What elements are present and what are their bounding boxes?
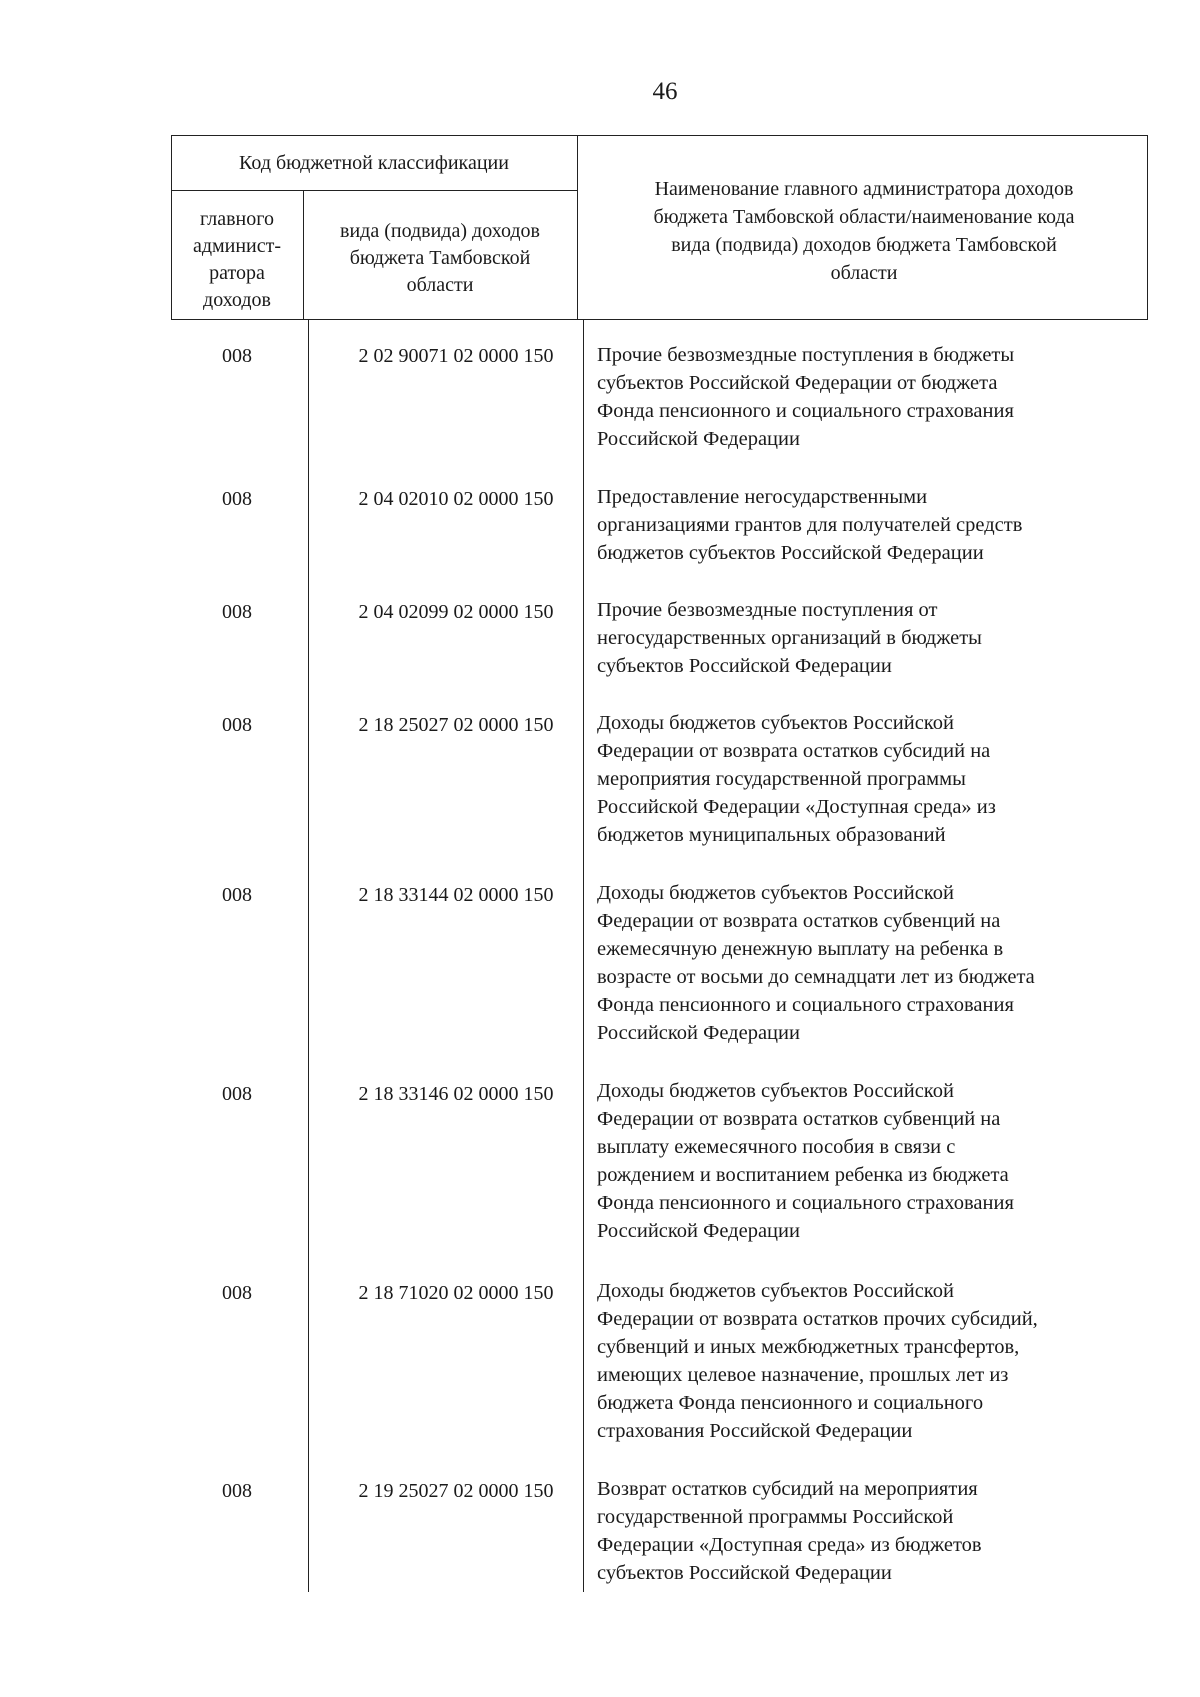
income-name	[597, 483, 1137, 567]
income-name-line: Доходы бюджетов субъектов Российской	[597, 1080, 954, 1102]
income-name	[597, 1475, 1137, 1587]
admin-code: 008	[222, 1282, 252, 1304]
income-name	[597, 879, 1137, 1047]
income-name-line: Федерации от возврата остатков субвенций на	[597, 910, 1001, 932]
header-divider-horizontal	[171, 190, 577, 191]
income-name-line: Российской Федерации «Доступная среда» из	[597, 796, 996, 818]
income-name-line: бюджета Фонда пенсионного и социального	[597, 1392, 984, 1414]
income-name-line: мероприятия государственной программы	[597, 768, 966, 790]
income-name-line: субъектов Российской Федерации	[597, 655, 892, 677]
income-name-line: Возврат остатков субсидий на мероприятия	[597, 1478, 978, 1500]
income-name-line: бюджетов субъектов Российской Федерации	[597, 542, 984, 564]
income-code: 2 18 33146 02 0000 150	[358, 1083, 554, 1105]
page-number: 46	[652, 78, 678, 105]
body-divider-1	[308, 320, 309, 1592]
income-name-line: организациями грантов для получателей средств	[597, 514, 1023, 536]
income-name-line: Прочие безвозмездные поступления в бюджеты	[597, 344, 1015, 366]
income-name	[597, 709, 1137, 849]
income-code: 2 04 02010 02 0000 150	[358, 488, 554, 510]
income-name-line: Российской Федерации	[597, 428, 800, 450]
income-name	[597, 1277, 1137, 1445]
admin-code: 008	[222, 884, 252, 906]
income-name-line: субвенций и иных межбюджетных трансфертов,	[597, 1336, 1020, 1358]
income-code: 2 18 71020 02 0000 150	[358, 1282, 554, 1304]
income-name-line: Доходы бюджетов субъектов Российской	[597, 882, 954, 904]
admin-code: 008	[222, 1083, 252, 1105]
income-name	[597, 1077, 1137, 1245]
header-col-admin	[171, 206, 303, 314]
income-name-line: Российской Федерации	[597, 1220, 800, 1242]
income-name-line: страхования Российской Федерации	[597, 1420, 913, 1442]
header-col-name-line: бюджета Тамбовской области/наименование кода	[653, 206, 1075, 228]
header-col-admin-line: админист-	[192, 235, 282, 257]
income-name	[597, 341, 1137, 453]
admin-code: 008	[222, 601, 252, 623]
header-group-label: Код бюджетной классификации	[239, 152, 509, 174]
income-name-line: субъектов Российской Федерации от бюджета	[597, 372, 998, 394]
header-col-name-line: Наименование главного администратора доходов	[654, 178, 1074, 200]
admin-code: 008	[222, 714, 252, 736]
income-name-line: Федерации от возврата остатков прочих субсидий,	[597, 1308, 1038, 1330]
income-code: 2 04 02099 02 0000 150	[358, 601, 554, 623]
income-code: 2 18 25027 02 0000 150	[358, 714, 554, 736]
income-name-line: Федерации от возврата остатков субвенций на	[597, 1108, 1001, 1130]
income-name-line: Доходы бюджетов субъектов Российской	[597, 712, 954, 734]
income-name-line: Прочие безвозмездные поступления от	[597, 599, 938, 621]
income-name	[597, 596, 1137, 680]
income-code: 2 19 25027 02 0000 150	[358, 1480, 554, 1502]
header-col-code-line: бюджета Тамбовской	[349, 247, 531, 269]
income-name-line: негосударственных организаций в бюджеты	[597, 627, 982, 649]
header-divider-main	[577, 135, 578, 320]
income-name-line: Российской Федерации	[597, 1022, 800, 1044]
income-name-line: рождением и воспитанием ребенка из бюджета	[597, 1164, 1009, 1186]
income-code: 2 18 33144 02 0000 150	[358, 884, 554, 906]
header-col-name-line: области	[830, 262, 898, 284]
income-name-line: Федерации от возврата остатков субсидий на	[597, 740, 991, 762]
income-name-line: Фонда пенсионного и социального страхования	[597, 994, 1014, 1016]
header-col-code	[303, 218, 577, 299]
header-col-admin-line: доходов	[203, 289, 271, 311]
income-name-line: ежемесячную денежную выплату на ребенка в	[597, 938, 1004, 960]
header-col-code-line: вида (подвида) доходов	[340, 220, 540, 242]
income-name-line: Федерации «Доступная среда» из бюджетов	[597, 1534, 982, 1556]
income-code: 2 02 90071 02 0000 150	[358, 345, 554, 367]
income-name-line: Фонда пенсионного и социального страхования	[597, 400, 1014, 422]
income-name-line: возрасте от восьми до семнадцати лет из бюджета	[597, 966, 1035, 988]
header-col-code-line: области	[406, 274, 474, 296]
header-col-admin-line: главного	[200, 208, 274, 230]
header-col-name-line: вида (подвида) доходов бюджета Тамбовской	[671, 234, 1057, 256]
income-name-line: Предоставление негосударственными	[597, 486, 928, 508]
header-col-name	[590, 175, 1138, 287]
income-name-line: выплату ежемесячного пособия в связи с	[597, 1136, 956, 1158]
income-name-line: Доходы бюджетов субъектов Российской	[597, 1280, 954, 1302]
income-name-line: государственной программы Российской	[597, 1506, 954, 1528]
admin-code: 008	[222, 488, 252, 510]
income-name-line: имеющих целевое назначение, прошлых лет из	[597, 1364, 1009, 1386]
income-name-line: Фонда пенсионного и социального страхования	[597, 1192, 1014, 1214]
header-col-admin-line: ратора	[209, 262, 265, 284]
admin-code: 008	[222, 345, 252, 367]
admin-code: 008	[222, 1480, 252, 1502]
income-name-line: субъектов Российской Федерации	[597, 1562, 892, 1584]
income-name-line: бюджетов муниципальных образований	[597, 824, 946, 846]
